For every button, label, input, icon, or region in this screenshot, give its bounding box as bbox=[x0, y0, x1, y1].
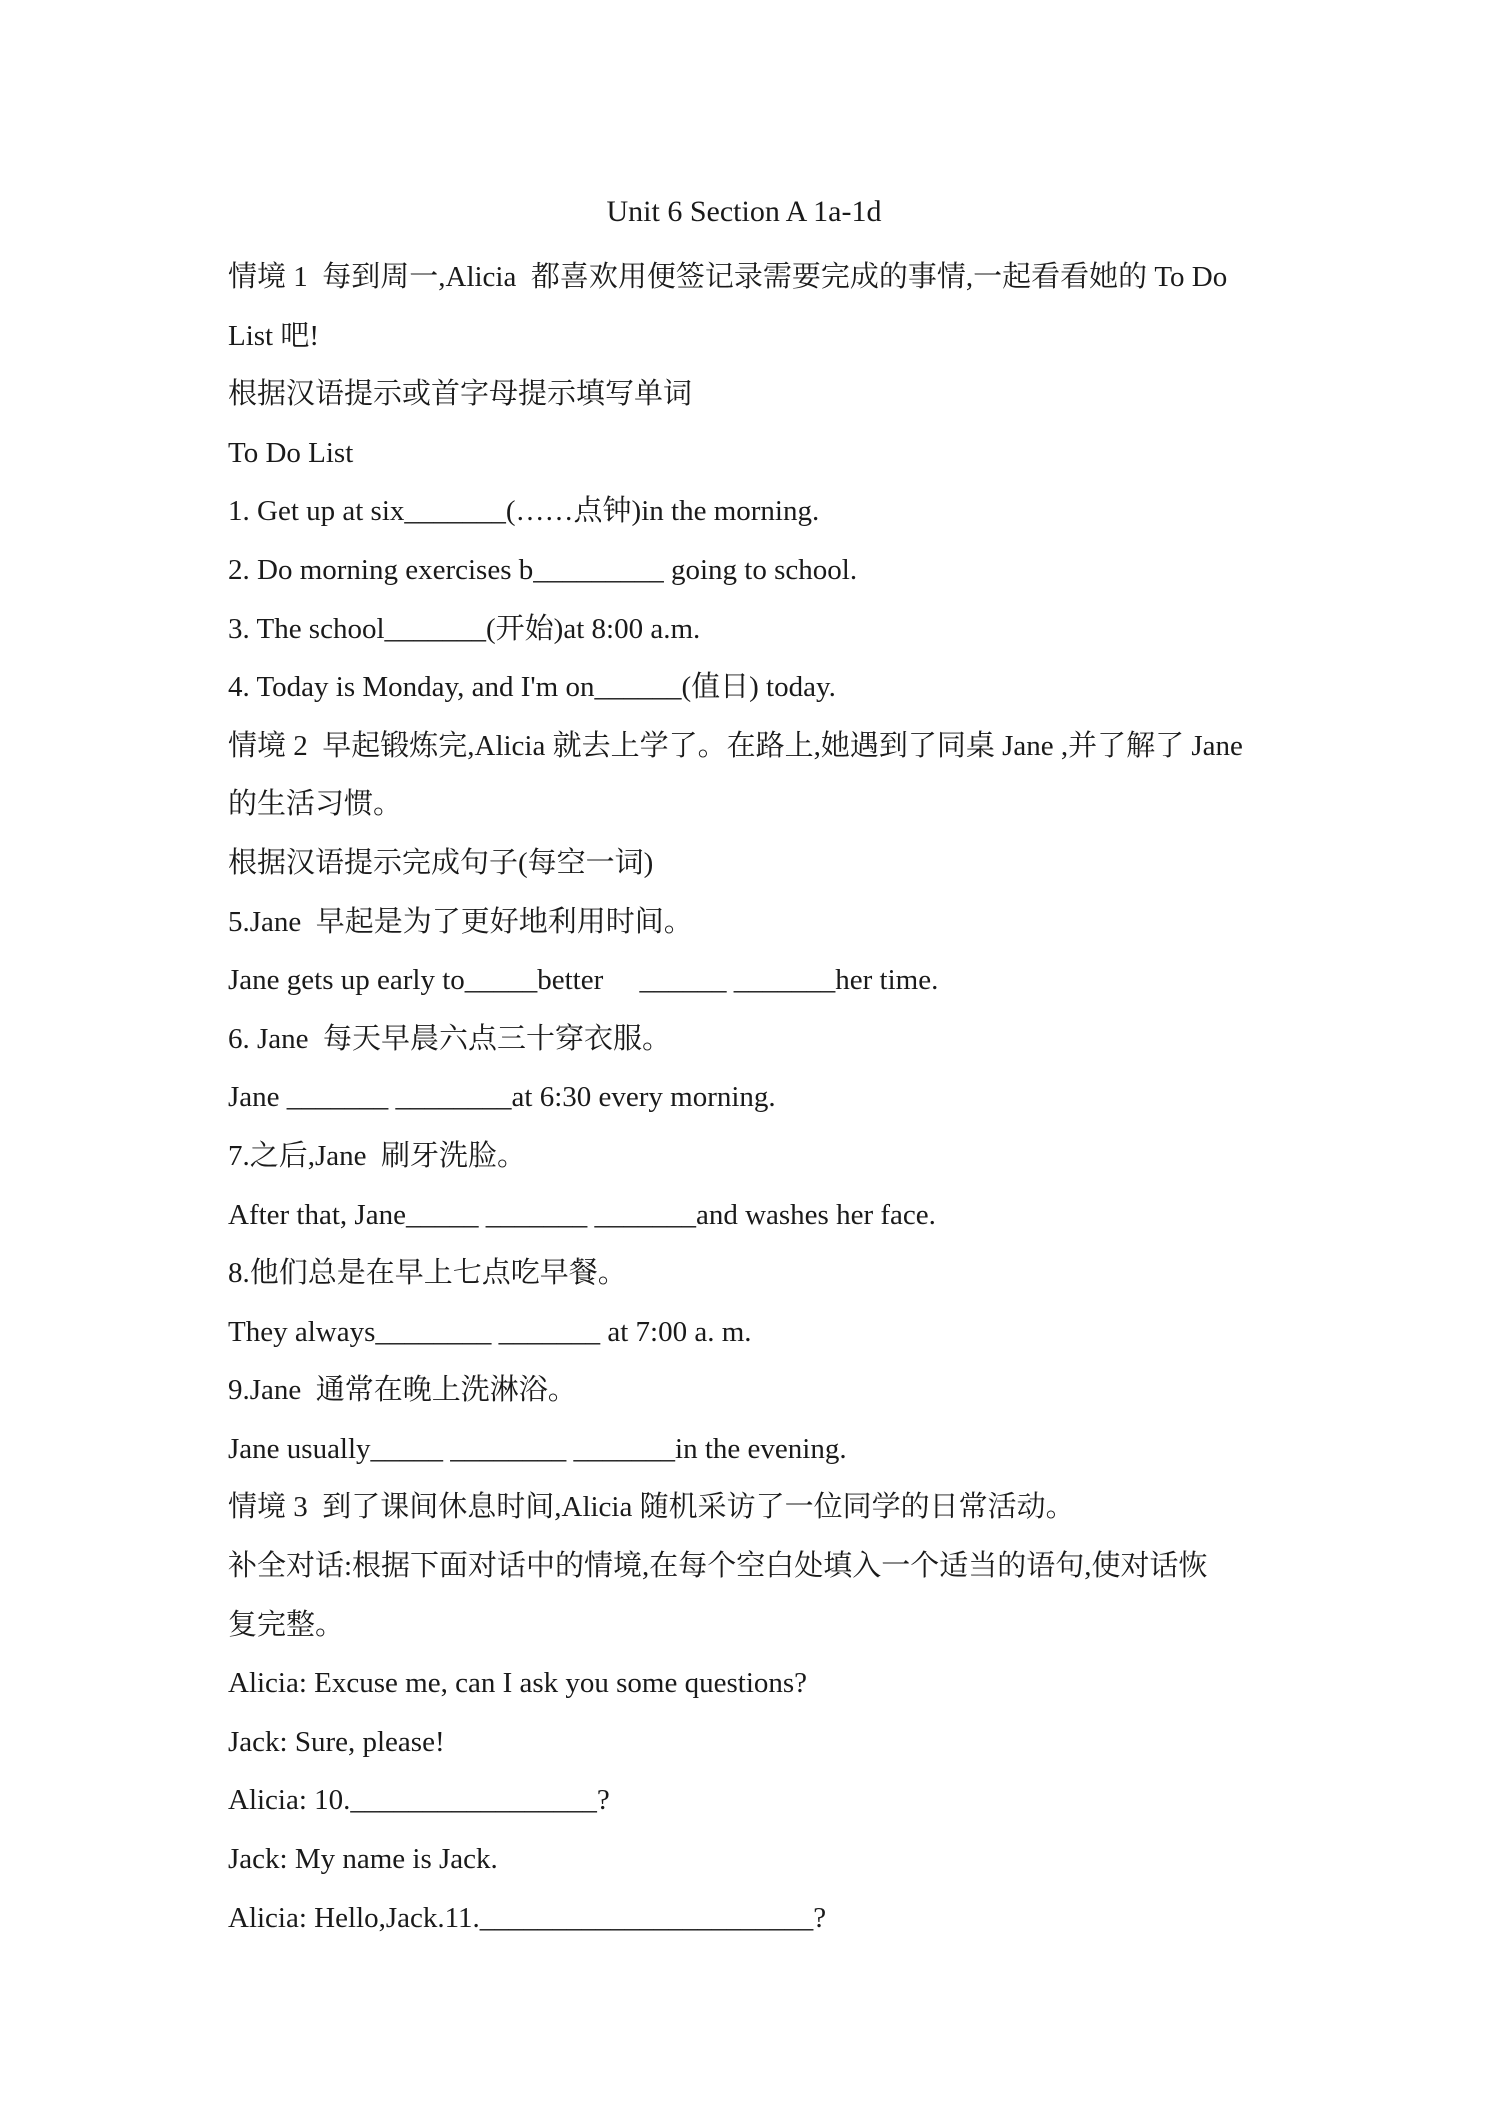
question-3: 3. The school_______(开始)at 8:00 a.m. bbox=[228, 612, 701, 645]
question-6-prompt: 6. Jane 每天早晨六点三十穿衣服。 bbox=[228, 1022, 672, 1055]
question-2: 2. Do morning exercises b_________ going to school. bbox=[228, 553, 858, 586]
section-3-instruction-cont: 复完整。 bbox=[228, 1608, 345, 1641]
question-5-prompt: 5.Jane 早起是为了更好地利用时间。 bbox=[228, 905, 693, 938]
scenario-1-intro-cont: List 吧! bbox=[228, 319, 320, 352]
dialogue-question-11: Alicia: Hello,Jack.11._______________________? bbox=[228, 1901, 827, 1934]
question-1: 1. Get up at six_______(……点钟)in the morning. bbox=[228, 495, 820, 528]
question-9-sentence: Jane usually_____ ________ _______in the evening. bbox=[228, 1432, 847, 1465]
question-7-sentence: After that, Jane_____ _______ _______and washes her face. bbox=[228, 1198, 936, 1231]
scenario-3-intro: 情境 3 到了课间休息时间,Alicia 随机采访了一位同学的日常活动。 bbox=[228, 1491, 1075, 1524]
dialogue-line: Alicia: Excuse me, can I ask you some questions? bbox=[228, 1667, 808, 1700]
question-9-prompt: 9.Jane 通常在晚上洗淋浴。 bbox=[228, 1374, 577, 1407]
dialogue-line: Jack: Sure, please! bbox=[228, 1725, 445, 1758]
scenario-2-intro: 情境 2 早起锻炼完,Alicia 就去上学了。在路上,她遇到了同桌 Jane ,并了解了 Jane bbox=[228, 729, 1243, 762]
question-7-prompt: 7.之后,Jane 刷牙洗脸。 bbox=[228, 1139, 527, 1172]
question-5-sentence: Jane gets up early to_____better ______ _______her time. bbox=[228, 964, 939, 997]
scenario-2-intro-cont: 的生活习惯。 bbox=[228, 788, 403, 821]
question-4: 4. Today is Monday, and I'm on______(值日) today. bbox=[228, 671, 836, 704]
scenario-1-intro: 情境 1 每到周一,Alicia 都喜欢用便签记录需要完成的事情,一起看看她的 To Do bbox=[228, 261, 1228, 293]
section-2-instruction: 根据汉语提示完成句子(每空一词) bbox=[228, 846, 654, 879]
question-8-sentence: They always________ _______ at 7:00 a. m. bbox=[228, 1315, 752, 1348]
worksheet-body bbox=[228, 248, 1268, 1947]
question-8-prompt: 8.他们总是在早上七点吃早餐。 bbox=[228, 1257, 627, 1290]
section-3-instruction: 补全对话:根据下面对话中的情境,在每个空白处填入一个适当的语句,使对话恢 bbox=[228, 1550, 1208, 1583]
question-6-sentence: Jane _______ ________at 6:30 every morning. bbox=[228, 1081, 776, 1114]
dialogue-question-10: Alicia: 10._________________? bbox=[228, 1784, 610, 1817]
dialogue-line: Jack: My name is Jack. bbox=[228, 1843, 498, 1876]
page-title: Unit 6 Section A 1a-1d bbox=[606, 195, 882, 228]
section-1-instruction: 根据汉语提示或首字母提示填写单词 bbox=[228, 378, 693, 411]
todo-list-heading: To Do List bbox=[228, 436, 354, 469]
